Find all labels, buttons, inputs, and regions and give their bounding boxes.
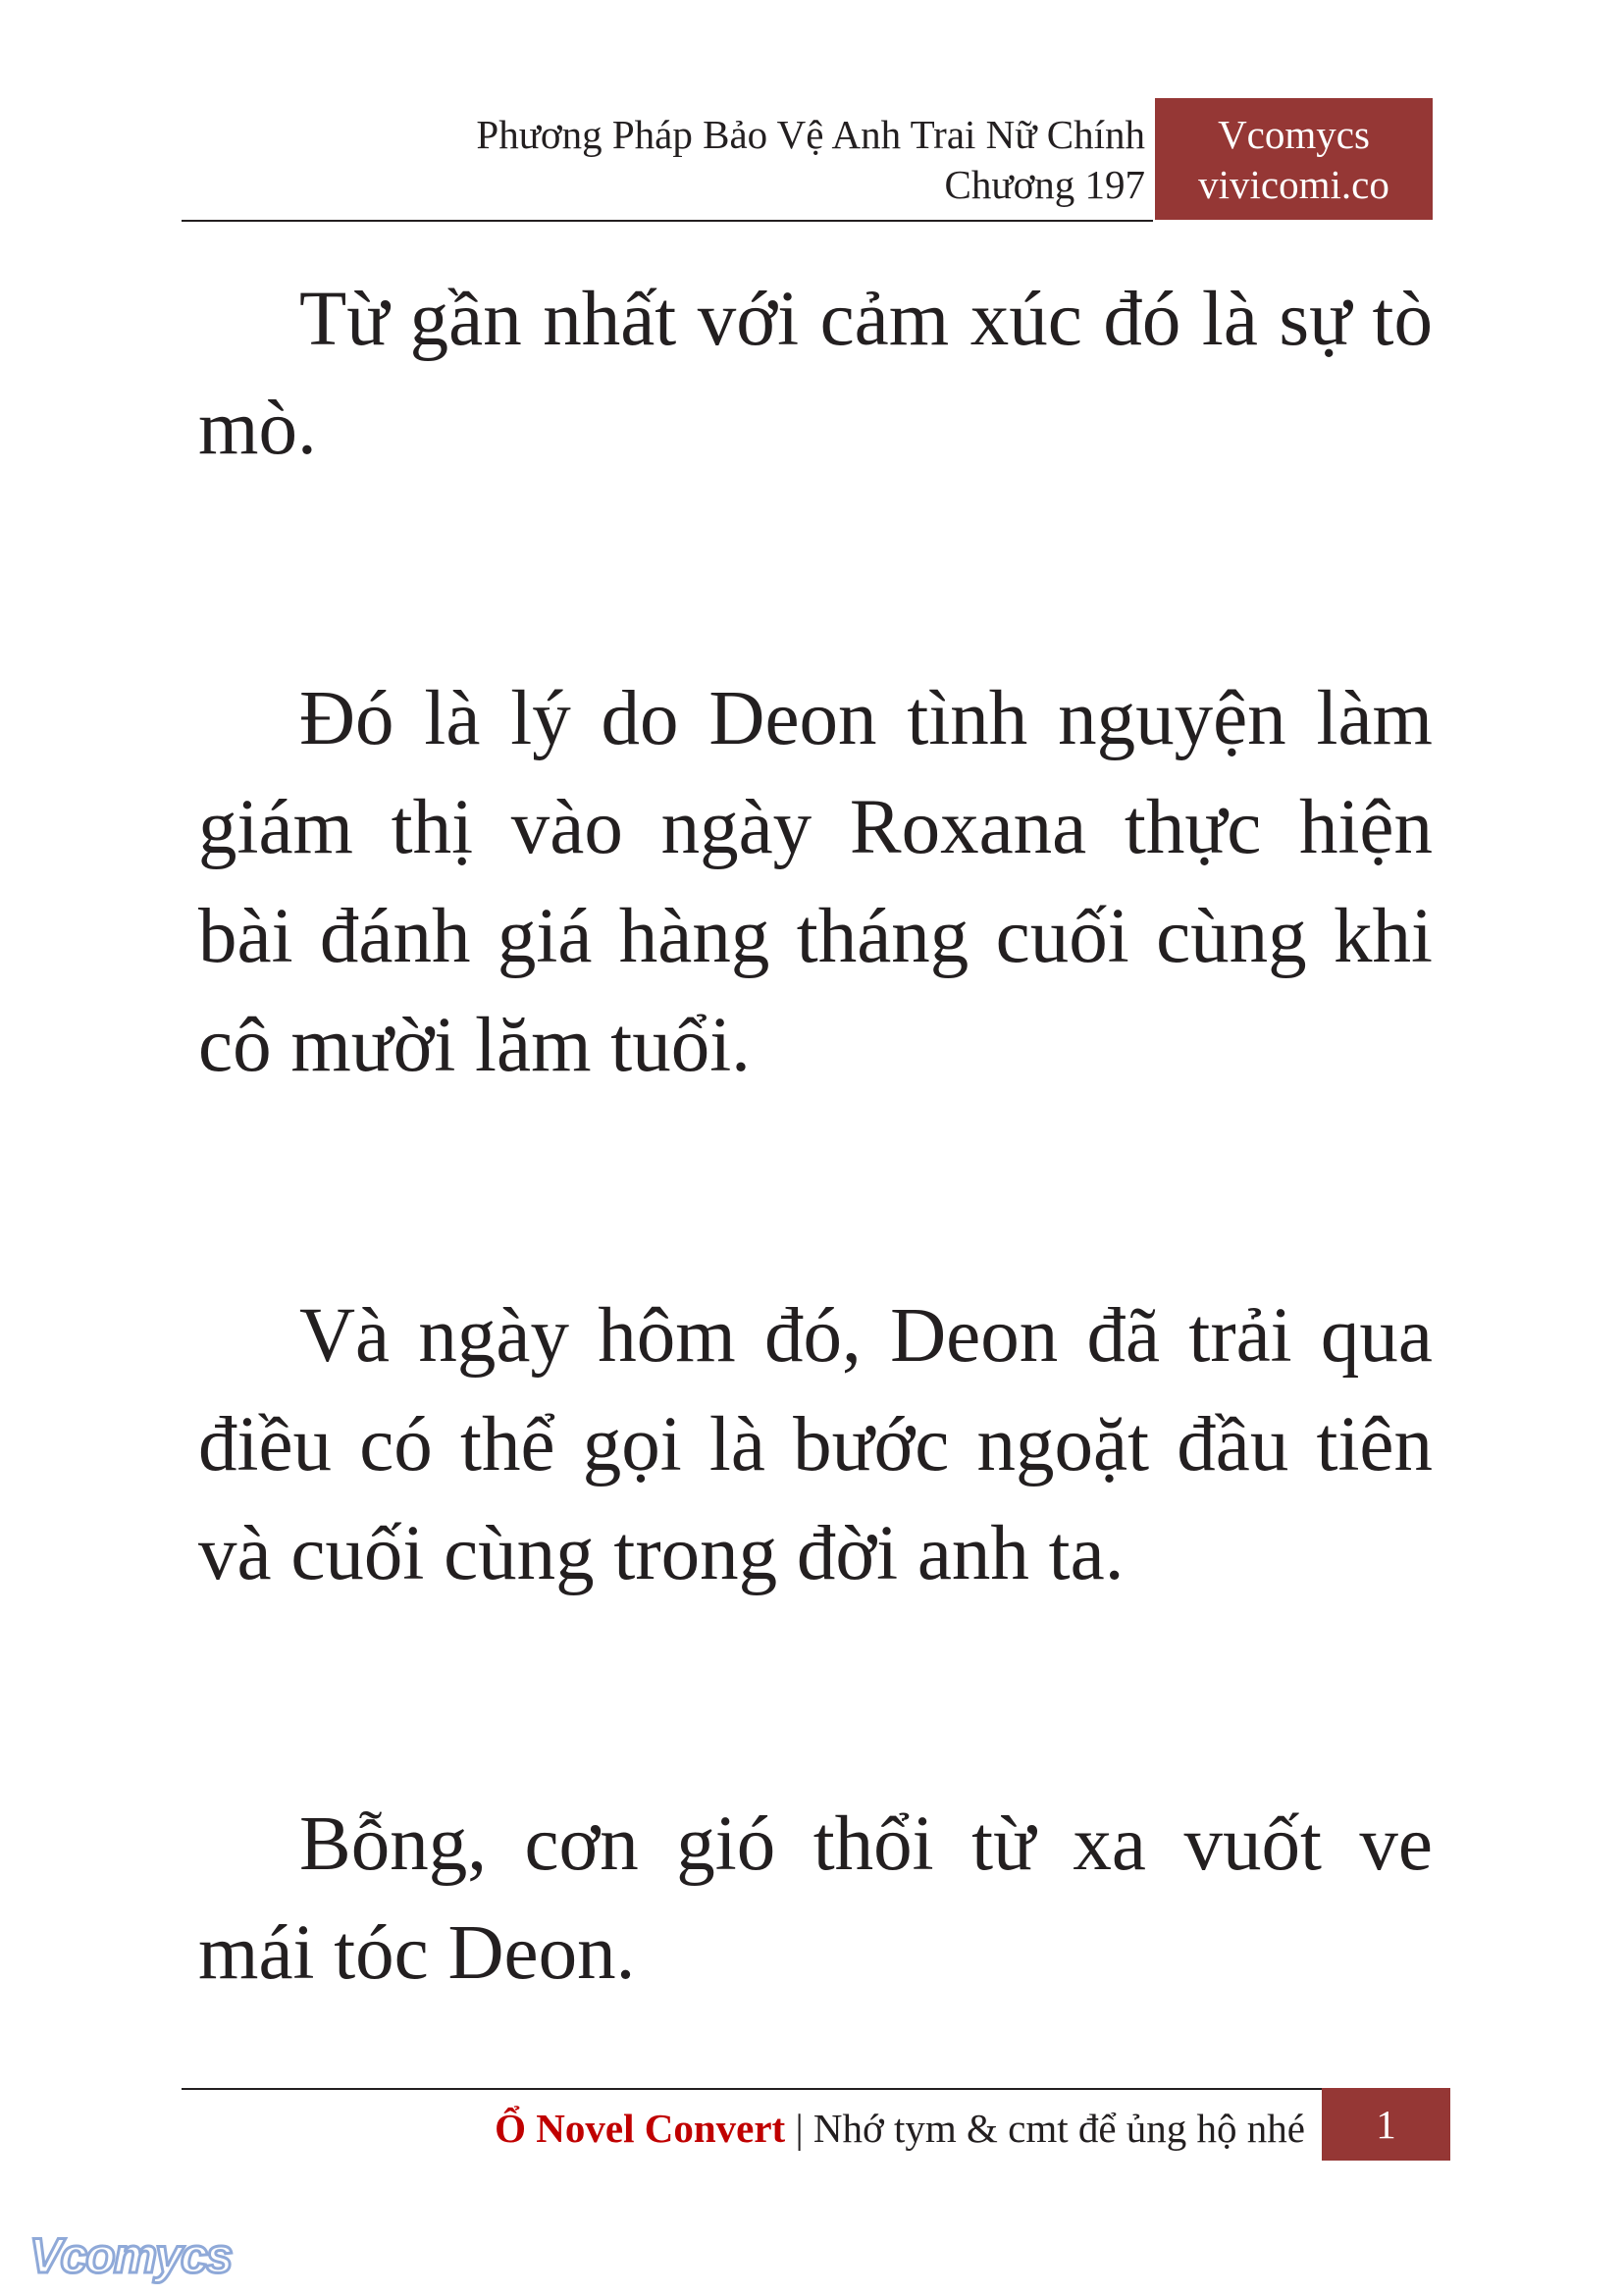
site-badge <box>1155 98 1433 220</box>
footer-message: Nhớ tym & cmt để ủng hộ nhé <box>812 2106 1305 2151</box>
site-name: Vcomycs <box>1218 112 1370 157</box>
footer-brand: Ổ Novel Convert <box>495 2106 786 2151</box>
vcomycs-logo-icon <box>27 2227 249 2286</box>
book-title: Phương Pháp Bảo Vệ Anh Trai Nữ Chính <box>476 112 1145 157</box>
footer-text <box>495 2100 1305 2157</box>
page-footer <box>182 2088 1450 2163</box>
chapter-body <box>198 265 1433 2008</box>
paragraph-2: Đó là lý do Deon tình nguyện làm giám thị vào ngày Roxana thực hiện bài đánh giá hàng tháng cuối cùng khi cô mười lăm tuổi. <box>198 676 1433 1088</box>
chapter-label: Chương 197 <box>944 162 1145 207</box>
header-divider <box>182 220 1153 222</box>
footer-separator: | <box>785 2106 813 2151</box>
watermark-text: Vcomycs <box>29 2228 232 2283</box>
page-header <box>182 98 1433 221</box>
page-number: 1 <box>1322 2088 1450 2161</box>
paragraph-3: Và ngày hôm đó, Deon đã trải qua điều có thể gọi là bước ngoặt đầu tiên và cuối cùng trong đời anh ta. <box>198 1293 1433 1596</box>
header-title-block <box>476 110 1145 210</box>
paragraph-1: Từ gần nhất với cảm xúc đó là sự tò mò. <box>198 277 1433 471</box>
footer-divider <box>182 2088 1450 2090</box>
site-url: vivicomi.co <box>1198 162 1389 207</box>
paragraph-4: Bỗng, cơn gió thổi từ xa vuốt ve mái tóc Deon. <box>198 1801 1433 1996</box>
